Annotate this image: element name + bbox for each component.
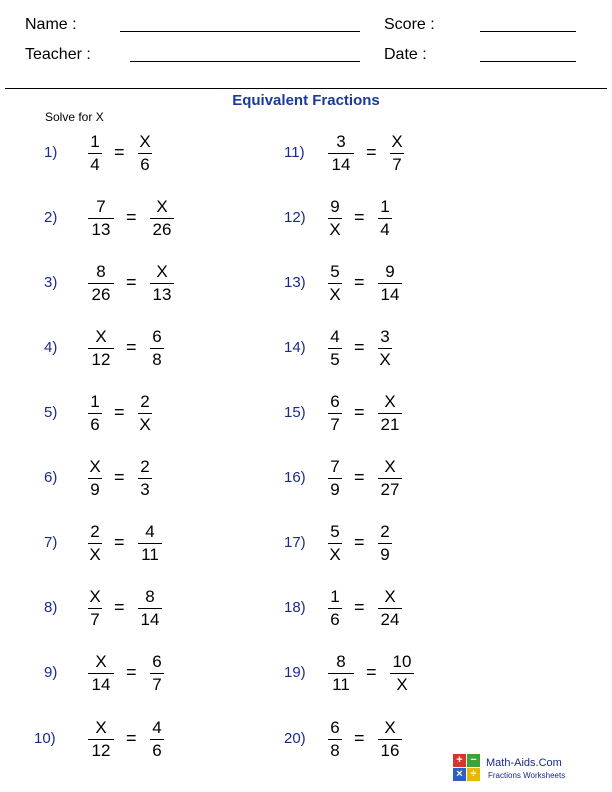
problem-number: 6) <box>44 469 58 486</box>
right-fraction <box>378 327 392 370</box>
numerator: 8 <box>336 652 346 671</box>
equals-sign: = <box>354 272 365 292</box>
equals-sign: = <box>354 402 365 422</box>
numerator: 8 <box>96 262 106 281</box>
numerator: X <box>384 392 396 411</box>
fraction-bar <box>88 543 102 544</box>
left-fraction <box>328 262 342 305</box>
equals-sign: = <box>354 207 365 227</box>
denominator: 14 <box>331 155 351 174</box>
date-label: Date : <box>384 46 427 63</box>
equals-sign: = <box>114 532 125 552</box>
denominator: X <box>329 545 341 564</box>
right-fraction <box>138 392 152 435</box>
denominator: 4 <box>90 155 100 174</box>
worksheet-title: Equivalent Fractions <box>232 92 380 109</box>
numerator: 4 <box>152 718 162 737</box>
numerator: X <box>95 718 107 737</box>
equals-sign: = <box>126 337 137 357</box>
denominator: 8 <box>330 741 340 760</box>
left-fraction <box>328 327 342 370</box>
fraction-bar <box>88 739 114 740</box>
fraction-bar <box>378 218 392 219</box>
right-fraction <box>378 718 402 761</box>
numerator: X <box>95 327 107 346</box>
instructions: Solve for X <box>45 110 104 124</box>
left-fraction <box>328 587 342 630</box>
fraction-bar <box>378 543 392 544</box>
right-fraction <box>390 652 414 695</box>
numerator: 2 <box>90 522 100 541</box>
equals-sign: = <box>114 467 125 487</box>
denominator: 6 <box>90 415 100 434</box>
left-fraction <box>88 197 114 240</box>
left-fraction <box>88 262 114 305</box>
equals-sign: = <box>366 662 377 682</box>
problem-1 <box>44 132 244 178</box>
left-fraction <box>88 457 102 500</box>
minus-icon: − <box>467 754 480 767</box>
denominator: 13 <box>152 285 172 304</box>
right-fraction <box>378 262 402 305</box>
problem-4 <box>44 327 244 373</box>
left-fraction <box>328 457 342 500</box>
right-fraction <box>138 522 162 565</box>
problem-10 <box>34 718 244 764</box>
times-icon: × <box>453 768 466 781</box>
numerator: 2 <box>140 457 150 476</box>
left-fraction <box>88 652 114 695</box>
denominator: 14 <box>380 285 400 304</box>
numerator: 9 <box>385 262 395 281</box>
divide-icon: ÷ <box>467 768 480 781</box>
fraction-bar <box>150 283 174 284</box>
fraction-bar <box>88 218 114 219</box>
problem-2 <box>44 197 244 243</box>
numerator: 8 <box>145 587 155 606</box>
right-fraction <box>138 132 152 175</box>
operations-icon <box>453 754 481 782</box>
numerator: X <box>384 587 396 606</box>
denominator: 9 <box>380 545 390 564</box>
fraction-bar <box>328 348 342 349</box>
numerator: 6 <box>152 652 162 671</box>
problem-12 <box>284 197 484 243</box>
fraction-bar <box>328 218 342 219</box>
problem-14 <box>284 327 484 373</box>
denominator: 9 <box>330 480 340 499</box>
fraction-bar <box>88 608 102 609</box>
numerator: X <box>384 457 396 476</box>
denominator: 5 <box>330 350 340 369</box>
equals-sign: = <box>126 272 137 292</box>
problem-number: 10) <box>34 730 56 747</box>
problem-3 <box>44 262 244 308</box>
problem-number: 12) <box>284 209 306 226</box>
numerator: 4 <box>330 327 340 346</box>
logo-site: Math-Aids.Com <box>486 757 562 769</box>
fraction-bar <box>88 153 102 154</box>
right-fraction <box>378 522 392 565</box>
denominator: X <box>329 220 341 239</box>
equals-sign: = <box>354 597 365 617</box>
denominator: 9 <box>90 480 100 499</box>
fraction-bar <box>328 478 342 479</box>
right-fraction <box>138 457 152 500</box>
right-fraction <box>378 457 402 500</box>
numerator: 6 <box>330 392 340 411</box>
denominator: X <box>379 350 391 369</box>
fraction-bar <box>378 739 402 740</box>
denominator: 14 <box>91 675 111 694</box>
problem-number: 4) <box>44 339 58 356</box>
numerator: X <box>89 457 101 476</box>
left-fraction <box>328 132 354 175</box>
denominator: X <box>396 675 408 694</box>
left-fraction <box>88 132 102 175</box>
numerator: 3 <box>380 327 390 346</box>
fraction-bar <box>138 608 162 609</box>
left-fraction <box>328 197 342 240</box>
left-fraction <box>88 718 114 761</box>
right-fraction <box>150 197 174 240</box>
numerator: X <box>156 197 168 216</box>
equals-sign: = <box>126 662 137 682</box>
fraction-bar <box>150 739 164 740</box>
problem-6 <box>44 457 244 503</box>
numerator: 5 <box>330 522 340 541</box>
fraction-bar <box>88 673 114 674</box>
problem-number: 14) <box>284 339 306 356</box>
fraction-bar <box>378 413 402 414</box>
equals-sign: = <box>354 728 365 748</box>
numerator: 5 <box>330 262 340 281</box>
denominator: 6 <box>152 741 162 760</box>
fraction-bar <box>150 218 174 219</box>
numerator: 7 <box>96 197 106 216</box>
logo-subtitle: Fractions Worksheets <box>488 771 566 780</box>
problem-8 <box>44 587 244 633</box>
problem-number: 1) <box>44 144 58 161</box>
denominator: 7 <box>152 675 162 694</box>
problem-number: 7) <box>44 534 58 551</box>
math-aids-logo <box>453 754 593 784</box>
denominator: 3 <box>140 480 150 499</box>
numerator: 3 <box>336 132 346 151</box>
problem-19 <box>284 652 484 698</box>
problem-15 <box>284 392 484 438</box>
denominator: 6 <box>140 155 150 174</box>
plus-icon: + <box>453 754 466 767</box>
fraction-bar <box>150 673 164 674</box>
fraction-bar <box>88 283 114 284</box>
equals-sign: = <box>126 728 137 748</box>
denominator: 8 <box>152 350 162 369</box>
problem-number: 17) <box>284 534 306 551</box>
problem-number: 16) <box>284 469 306 486</box>
problem-number: 18) <box>284 599 306 616</box>
denominator: 21 <box>380 415 400 434</box>
numerator: 9 <box>330 197 340 216</box>
fraction-bar <box>378 608 402 609</box>
equals-sign: = <box>354 532 365 552</box>
score-label: Score : <box>384 16 435 33</box>
numerator: 4 <box>145 522 155 541</box>
numerator: X <box>139 132 151 151</box>
denominator: 16 <box>380 741 400 760</box>
equals-sign: = <box>354 467 365 487</box>
equals-sign: = <box>366 142 377 162</box>
numerator: 2 <box>380 522 390 541</box>
denominator: 26 <box>91 285 111 304</box>
right-fraction <box>150 327 164 370</box>
left-fraction <box>88 327 114 370</box>
fraction-bar <box>328 608 342 609</box>
denominator: 14 <box>140 610 160 629</box>
equals-sign: = <box>114 597 125 617</box>
right-fraction <box>150 262 174 305</box>
problem-number: 13) <box>284 274 306 291</box>
right-fraction <box>378 197 392 240</box>
left-fraction <box>88 522 102 565</box>
numerator: X <box>384 718 396 737</box>
problem-9 <box>44 652 244 698</box>
denominator: 11 <box>332 675 350 694</box>
problem-11 <box>284 132 484 178</box>
left-fraction <box>328 652 354 695</box>
denominator: 6 <box>330 610 340 629</box>
equals-sign: = <box>114 142 125 162</box>
denominator: 7 <box>392 155 402 174</box>
equals-sign: = <box>354 337 365 357</box>
fraction-bar <box>378 348 392 349</box>
right-fraction <box>378 587 402 630</box>
right-fraction <box>390 132 404 175</box>
problem-number: 2) <box>44 209 58 226</box>
denominator: 27 <box>380 480 400 499</box>
right-fraction <box>150 718 164 761</box>
denominator: X <box>89 545 101 564</box>
fraction-bar <box>378 478 402 479</box>
denominator: 13 <box>91 220 111 239</box>
denominator: 7 <box>330 415 340 434</box>
fraction-bar <box>328 413 342 414</box>
numerator: 6 <box>330 718 340 737</box>
problem-16 <box>284 457 484 503</box>
numerator: X <box>156 262 168 281</box>
fraction-bar <box>88 413 102 414</box>
right-fraction <box>378 392 402 435</box>
teacher-label: Teacher : <box>25 46 91 63</box>
fraction-bar <box>138 153 152 154</box>
numerator: 2 <box>140 392 150 411</box>
name-field[interactable] <box>120 31 360 32</box>
problem-18 <box>284 587 484 633</box>
fraction-bar <box>88 478 102 479</box>
fraction-bar <box>328 153 354 154</box>
numerator: 1 <box>380 197 390 216</box>
problem-number: 8) <box>44 599 58 616</box>
teacher-field[interactable] <box>130 61 360 62</box>
numerator: 7 <box>330 457 340 476</box>
fraction-bar <box>88 348 114 349</box>
problem-17 <box>284 522 484 568</box>
problem-number: 3) <box>44 274 58 291</box>
score-field[interactable] <box>480 31 576 32</box>
problem-number: 20) <box>284 730 306 747</box>
fraction-bar <box>328 673 354 674</box>
denominator: 7 <box>90 610 100 629</box>
fraction-bar <box>390 153 404 154</box>
fraction-bar <box>328 543 342 544</box>
problem-5 <box>44 392 244 438</box>
numerator: X <box>391 132 403 151</box>
fraction-bar <box>328 283 342 284</box>
problem-number: 11) <box>284 144 305 161</box>
left-fraction <box>328 522 342 565</box>
equals-sign: = <box>126 207 137 227</box>
denominator: 11 <box>141 545 159 564</box>
fraction-bar <box>138 543 162 544</box>
problem-number: 9) <box>44 664 58 681</box>
fraction-bar <box>378 283 402 284</box>
left-fraction <box>328 392 342 435</box>
problem-13 <box>284 262 484 308</box>
fraction-bar <box>138 478 152 479</box>
left-fraction <box>328 718 342 761</box>
name-label: Name : <box>25 16 77 33</box>
numerator: X <box>95 652 107 671</box>
denominator: 26 <box>152 220 172 239</box>
fraction-bar <box>390 673 414 674</box>
denominator: 24 <box>380 610 400 629</box>
denominator: 12 <box>91 741 111 760</box>
numerator: 6 <box>152 327 162 346</box>
header-divider <box>5 88 607 89</box>
problem-number: 19) <box>284 664 306 681</box>
numerator: 1 <box>90 392 100 411</box>
denominator: 4 <box>380 220 390 239</box>
numerator: 10 <box>392 652 412 671</box>
problem-number: 5) <box>44 404 58 421</box>
left-fraction <box>88 587 102 630</box>
problem-number: 15) <box>284 404 306 421</box>
date-field[interactable] <box>480 61 576 62</box>
right-fraction <box>138 587 162 630</box>
denominator: 12 <box>91 350 111 369</box>
right-fraction <box>150 652 164 695</box>
denominator: X <box>329 285 341 304</box>
problem-7 <box>44 522 244 568</box>
numerator: 1 <box>90 132 100 151</box>
numerator: X <box>89 587 101 606</box>
fraction-bar <box>138 413 152 414</box>
equals-sign: = <box>114 402 125 422</box>
fraction-bar <box>328 739 342 740</box>
fraction-bar <box>150 348 164 349</box>
numerator: 1 <box>330 587 340 606</box>
denominator: X <box>139 415 151 434</box>
left-fraction <box>88 392 102 435</box>
